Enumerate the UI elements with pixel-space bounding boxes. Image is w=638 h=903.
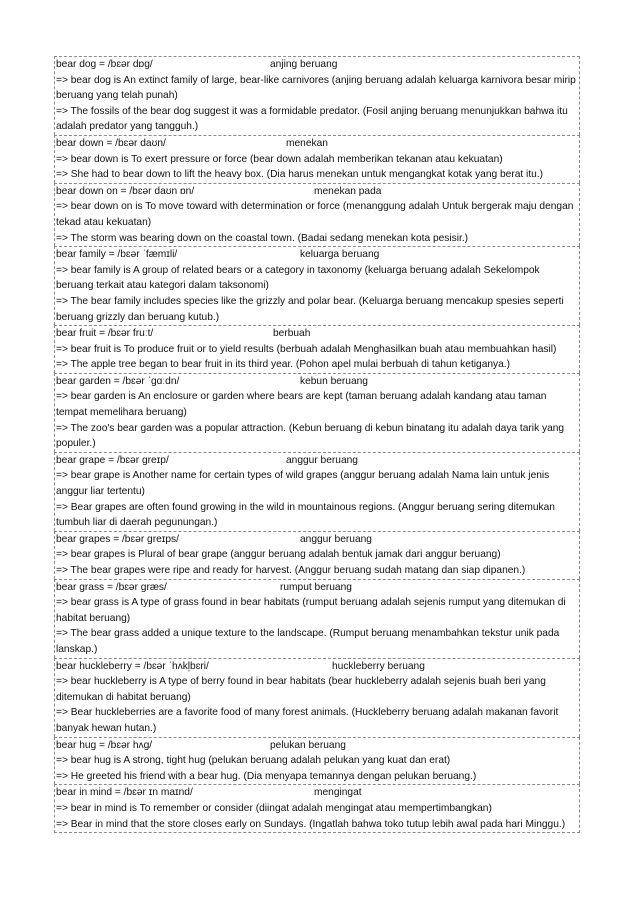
entry-term: bear fruit = /bɛər fruːt/ (56, 328, 154, 340)
entry-meaning: menekan pada (314, 185, 382, 197)
entry-definition: => bear hug is A strong, tight hug (pelukan beruang adalah pelukan yang kuat dan erat) (56, 755, 451, 767)
entry-definition: => bear garden is An enclosure or garden where bears are kept (taman beruang adalah kandang atau taman tempat memelihara beruang) (56, 391, 547, 419)
entry-headword-line (56, 532, 578, 548)
entry-term: bear grape = /bɛər greɪp/ (56, 454, 169, 466)
entry-term: bear down on = /bɛər daʊn ɒn/ (56, 185, 195, 197)
glossary-page (54, 56, 580, 833)
entry-bear-huckleberry (54, 658, 580, 737)
entry-headword-line (56, 785, 578, 801)
entry-term: bear grass = /bɛər græs/ (56, 581, 167, 593)
entry-term: bear down = /bɛər daʊn/ (56, 137, 166, 149)
entry-example: => The bear grass added a unique texture to the landscape. (Rumput beruang menambahkan tekstur unik pada lanskap.) (56, 628, 560, 655)
entry-example: => The storm was bearing down on the coastal town. (Badai sedang menekan kota pesisir.) (56, 232, 469, 244)
entry-meaning: anggur beruang (286, 454, 358, 466)
entry-headword-line (56, 136, 578, 152)
entry-headword-line (56, 374, 578, 390)
entry-example: => Bear grapes are often found growing in the wild in mountainous regions. (Anggur beruang sering ditemukan tumbuh liar di daerah pegunungan.) (56, 501, 555, 529)
entry-bear-down (54, 135, 580, 183)
entry-meaning: berbuah (273, 328, 311, 340)
entry-definition: => bear grapes is Plural of bear grape (anggur beruang adalah bentuk jamak dari anggur beruang) (56, 549, 501, 561)
entry-meaning: anggur beruang (300, 533, 372, 545)
entry-example: => The bear family includes species like the grizzly and polar bear. (Keluarga beruang mencakup spesies seperti beruang grizzly dan beruang kutub.) (56, 295, 564, 323)
entry-definition: => bear grape is Another name for certain types of wild grapes (anggur beruang adalah Nama lain untuk jenis anggur liar tertentu) (56, 470, 550, 498)
entry-bear-dog (54, 56, 580, 135)
entry-example: => The zoo's bear garden was a popular attraction. (Kebun beruang di kebun binatang itu adalah daya tarik yang populer.) (56, 422, 565, 450)
entry-definition: => bear down is To exert pressure or force (bear down adalah memberikan tekanan atau kekuatan) (56, 153, 503, 165)
entry-example: => She had to bear down to lift the heavy box. (Dia harus menekan untuk mengangkat kotak yang berat itu.) (56, 169, 544, 181)
entry-bear-garden (54, 373, 580, 452)
entry-meaning: pelukan beruang (270, 739, 346, 751)
entry-term: bear grapes = /bɛər greɪps/ (56, 533, 179, 545)
entry-headword-line (56, 326, 578, 342)
entry-example: => He greeted his friend with a bear hug. (Dia menyapa temannya dengan pelukan beruang.) (56, 770, 477, 782)
entry-headword-line (56, 184, 578, 200)
entry-meaning: kebun beruang (300, 375, 368, 387)
entry-example: => The apple tree began to bear fruit in its third year. (Pohon apel mulai berbuah di tahun ketiganya.) (56, 359, 511, 371)
entry-bear-hug (54, 737, 580, 785)
entry-meaning: keluarga beruang (300, 249, 380, 261)
entry-bear-down-on (54, 183, 580, 246)
entry-definition: => bear dog is An extinct family of large, bear-like carnivores (anjing beruang adalah keluarga karnivora besar mirip beruang yang telah punah) (56, 74, 576, 102)
entry-meaning: huckleberry beruang (332, 660, 425, 672)
entry-bear-fruit (54, 325, 580, 373)
entry-headword-line (56, 738, 578, 754)
entry-term: bear dog = /bɛər dɒg/ (56, 59, 153, 70)
entry-definition: => bear in mind is To remember or consider (diingat adalah mengingat atau mempertimbangkan) (56, 802, 492, 814)
entry-headword-line (56, 453, 578, 469)
entry-definition: => bear family is A group of related bears or a category in taxonomy (keluarga beruang adalah Sekelompok beruang terkait atau kategori dalam taksonomi) (56, 264, 540, 292)
entry-headword-line (56, 247, 578, 263)
entry-example: => The fossils of the bear dog suggest it was a formidable predator. (Fosil anjing beruang menunjukkan bahwa itu adalah predator yang tangguh.) (56, 105, 568, 133)
entry-definition: => bear huckleberry is A type of berry found in bear habitats (bear huckleberry adalah sejenis buah beri yang ditemukan di habitat beruang) (56, 676, 546, 703)
entry-definition: => bear down on is To move toward with determination or force (menanggung adalah Untuk bergerak maju dengan tekad atau kekuatan) (56, 201, 574, 228)
entry-headword-line (56, 659, 578, 675)
entry-term: bear huckleberry = /bɛər ˈhʌkl̩bɛri/ (56, 660, 209, 672)
entry-term: bear family = /bɛər ˈfæmɪli/ (56, 249, 178, 261)
entry-headword-line (56, 580, 578, 596)
entry-example: => Bear in mind that the store closes early on Sundays. (Ingatlah bahwa toko tutup lebih awal pada hari Minggu.) (56, 818, 566, 830)
entry-example: => Bear huckleberries are a favorite food of many forest animals. (Huckleberry beruang adalah makanan favorit banyak hewan hutan.) (56, 707, 559, 734)
entry-example: => The bear grapes were ripe and ready for harvest. (Anggur beruang sudah matang dan siap dipanen.) (56, 565, 526, 576)
entry-definition: => bear grass is A type of grass found in bear habitats (rumput beruang adalah sejenis rumput yang ditemukan di habitat beruang) (56, 597, 566, 624)
entry-headword-line (56, 57, 578, 73)
entry-bear-grass (54, 579, 580, 658)
entry-bear-family (54, 246, 580, 325)
entry-term: bear in mind = /bɛər ɪn maɪnd/ (56, 787, 193, 799)
entry-bear-in-mind (54, 784, 580, 833)
entry-meaning: rumput beruang (280, 581, 352, 593)
entry-meaning: mengingat (314, 787, 362, 799)
entry-bear-grapes (54, 531, 580, 579)
entry-meaning: menekan (286, 137, 328, 149)
entry-term: bear garden = /bɛər ˈgɑːdn/ (56, 375, 180, 387)
entry-meaning: anjing beruang (270, 59, 338, 70)
entry-term: bear hug = /bɛər hʌg/ (56, 739, 153, 751)
entry-definition: => bear fruit is To produce fruit or to yield results (berbuah adalah Menghasilkan buah atau membuahkan hasil) (56, 343, 557, 355)
entry-bear-grape (54, 452, 580, 531)
